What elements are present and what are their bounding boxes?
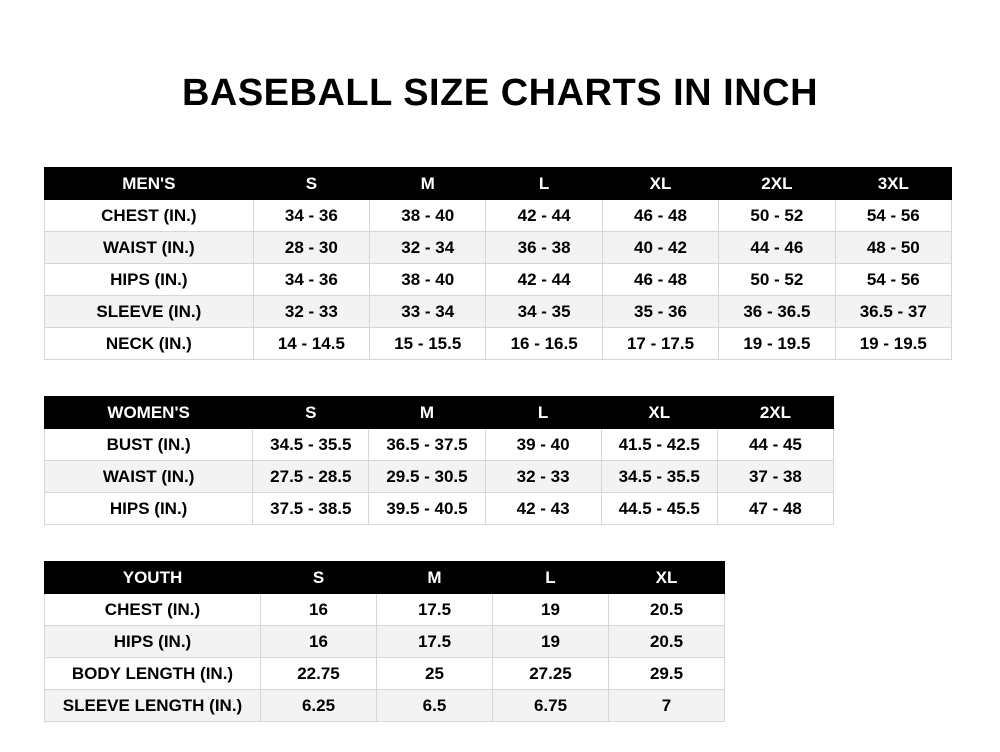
table-cell: 33 - 34 xyxy=(370,296,486,328)
table-cell: 19 - 19.5 xyxy=(835,328,951,360)
table-cell: 7 xyxy=(609,690,725,722)
column-header: S xyxy=(261,562,377,594)
table-cell: 42 - 44 xyxy=(486,264,602,296)
table-cell: 46 - 48 xyxy=(602,200,718,232)
table-cell: 44 - 46 xyxy=(719,232,835,264)
row-label: HIPS (IN.) xyxy=(45,264,254,296)
table-cell: 32 - 33 xyxy=(485,461,601,493)
column-header: XL xyxy=(601,397,717,429)
row-label: CHEST (IN.) xyxy=(45,594,261,626)
row-label: HIPS (IN.) xyxy=(45,626,261,658)
column-header: M xyxy=(369,397,485,429)
column-header: M xyxy=(370,168,486,200)
column-header: XL xyxy=(609,562,725,594)
table-cell: 32 - 34 xyxy=(370,232,486,264)
table-cell: 39.5 - 40.5 xyxy=(369,493,485,525)
table-cell: 34 - 36 xyxy=(253,200,369,232)
row-label: NECK (IN.) xyxy=(45,328,254,360)
youth-size-table xyxy=(44,561,725,722)
table-cell: 34 - 36 xyxy=(253,264,369,296)
table-cell: 16 xyxy=(261,626,377,658)
table-cell: 44.5 - 45.5 xyxy=(601,493,717,525)
table-cell: 6.25 xyxy=(261,690,377,722)
table-row xyxy=(45,328,952,360)
table-cell: 17.5 xyxy=(377,626,493,658)
table-cell: 37.5 - 38.5 xyxy=(253,493,369,525)
column-header: 2XL xyxy=(719,168,835,200)
column-header: L xyxy=(486,168,602,200)
column-header: MEN'S xyxy=(45,168,254,200)
table-cell: 22.75 xyxy=(261,658,377,690)
row-label: CHEST (IN.) xyxy=(45,200,254,232)
table-cell: 37 - 38 xyxy=(717,461,833,493)
table-row xyxy=(45,200,952,232)
table-row xyxy=(45,232,952,264)
table-cell: 15 - 15.5 xyxy=(370,328,486,360)
table-row xyxy=(45,594,725,626)
table-cell: 36.5 - 37.5 xyxy=(369,429,485,461)
table-cell: 14 - 14.5 xyxy=(253,328,369,360)
table-cell: 54 - 56 xyxy=(835,200,951,232)
row-label: BODY LENGTH (IN.) xyxy=(45,658,261,690)
table-cell: 34.5 - 35.5 xyxy=(253,429,369,461)
table-cell: 25 xyxy=(377,658,493,690)
table-row xyxy=(45,429,834,461)
table-row xyxy=(45,658,725,690)
table-cell: 34 - 35 xyxy=(486,296,602,328)
column-header: L xyxy=(493,562,609,594)
table-cell: 20.5 xyxy=(609,594,725,626)
table-cell: 6.5 xyxy=(377,690,493,722)
table-cell: 19 xyxy=(493,594,609,626)
table-cell: 6.75 xyxy=(493,690,609,722)
table-cell: 46 - 48 xyxy=(602,264,718,296)
row-label: SLEEVE LENGTH (IN.) xyxy=(45,690,261,722)
table-cell: 41.5 - 42.5 xyxy=(601,429,717,461)
table-row xyxy=(45,296,952,328)
table-cell: 17 - 17.5 xyxy=(602,328,718,360)
table-header-row xyxy=(45,168,952,200)
table-cell: 34.5 - 35.5 xyxy=(601,461,717,493)
table-cell: 32 - 33 xyxy=(253,296,369,328)
row-label: WAIST (IN.) xyxy=(45,461,253,493)
column-header: XL xyxy=(602,168,718,200)
table-header-row xyxy=(45,397,834,429)
table-cell: 27.5 - 28.5 xyxy=(253,461,369,493)
table-cell: 19 xyxy=(493,626,609,658)
row-label: SLEEVE (IN.) xyxy=(45,296,254,328)
table-cell: 42 - 43 xyxy=(485,493,601,525)
table-cell: 48 - 50 xyxy=(835,232,951,264)
table-cell: 36 - 38 xyxy=(486,232,602,264)
tables-container xyxy=(0,167,1000,722)
table-cell: 19 - 19.5 xyxy=(719,328,835,360)
column-header: YOUTH xyxy=(45,562,261,594)
mens-size-table xyxy=(44,167,952,360)
table-cell: 36 - 36.5 xyxy=(719,296,835,328)
column-header: 2XL xyxy=(717,397,833,429)
column-header: 3XL xyxy=(835,168,951,200)
table-row xyxy=(45,264,952,296)
table-cell: 29.5 xyxy=(609,658,725,690)
column-header: S xyxy=(253,168,369,200)
column-header: L xyxy=(485,397,601,429)
table-cell: 36.5 - 37 xyxy=(835,296,951,328)
table-cell: 40 - 42 xyxy=(602,232,718,264)
column-header: WOMEN'S xyxy=(45,397,253,429)
table-cell: 54 - 56 xyxy=(835,264,951,296)
table-cell: 20.5 xyxy=(609,626,725,658)
row-label: HIPS (IN.) xyxy=(45,493,253,525)
table-cell: 16 - 16.5 xyxy=(486,328,602,360)
table-cell: 29.5 - 30.5 xyxy=(369,461,485,493)
table-cell: 44 - 45 xyxy=(717,429,833,461)
table-row xyxy=(45,690,725,722)
table-row xyxy=(45,493,834,525)
page-title: BASEBALL SIZE CHARTS IN INCH xyxy=(181,72,819,114)
table-cell: 28 - 30 xyxy=(253,232,369,264)
table-cell: 38 - 40 xyxy=(370,200,486,232)
table-cell: 50 - 52 xyxy=(719,264,835,296)
table-cell: 50 - 52 xyxy=(719,200,835,232)
row-label: BUST (IN.) xyxy=(45,429,253,461)
table-cell: 16 xyxy=(261,594,377,626)
column-header: S xyxy=(253,397,369,429)
table-header-row xyxy=(45,562,725,594)
table-cell: 42 - 44 xyxy=(486,200,602,232)
table-row xyxy=(45,461,834,493)
column-header: M xyxy=(377,562,493,594)
table-cell: 47 - 48 xyxy=(717,493,833,525)
womens-size-table xyxy=(44,396,834,525)
table-cell: 35 - 36 xyxy=(602,296,718,328)
table-cell: 27.25 xyxy=(493,658,609,690)
table-cell: 17.5 xyxy=(377,594,493,626)
table-cell: 39 - 40 xyxy=(485,429,601,461)
table-cell: 38 - 40 xyxy=(370,264,486,296)
table-row xyxy=(45,626,725,658)
row-label: WAIST (IN.) xyxy=(45,232,254,264)
